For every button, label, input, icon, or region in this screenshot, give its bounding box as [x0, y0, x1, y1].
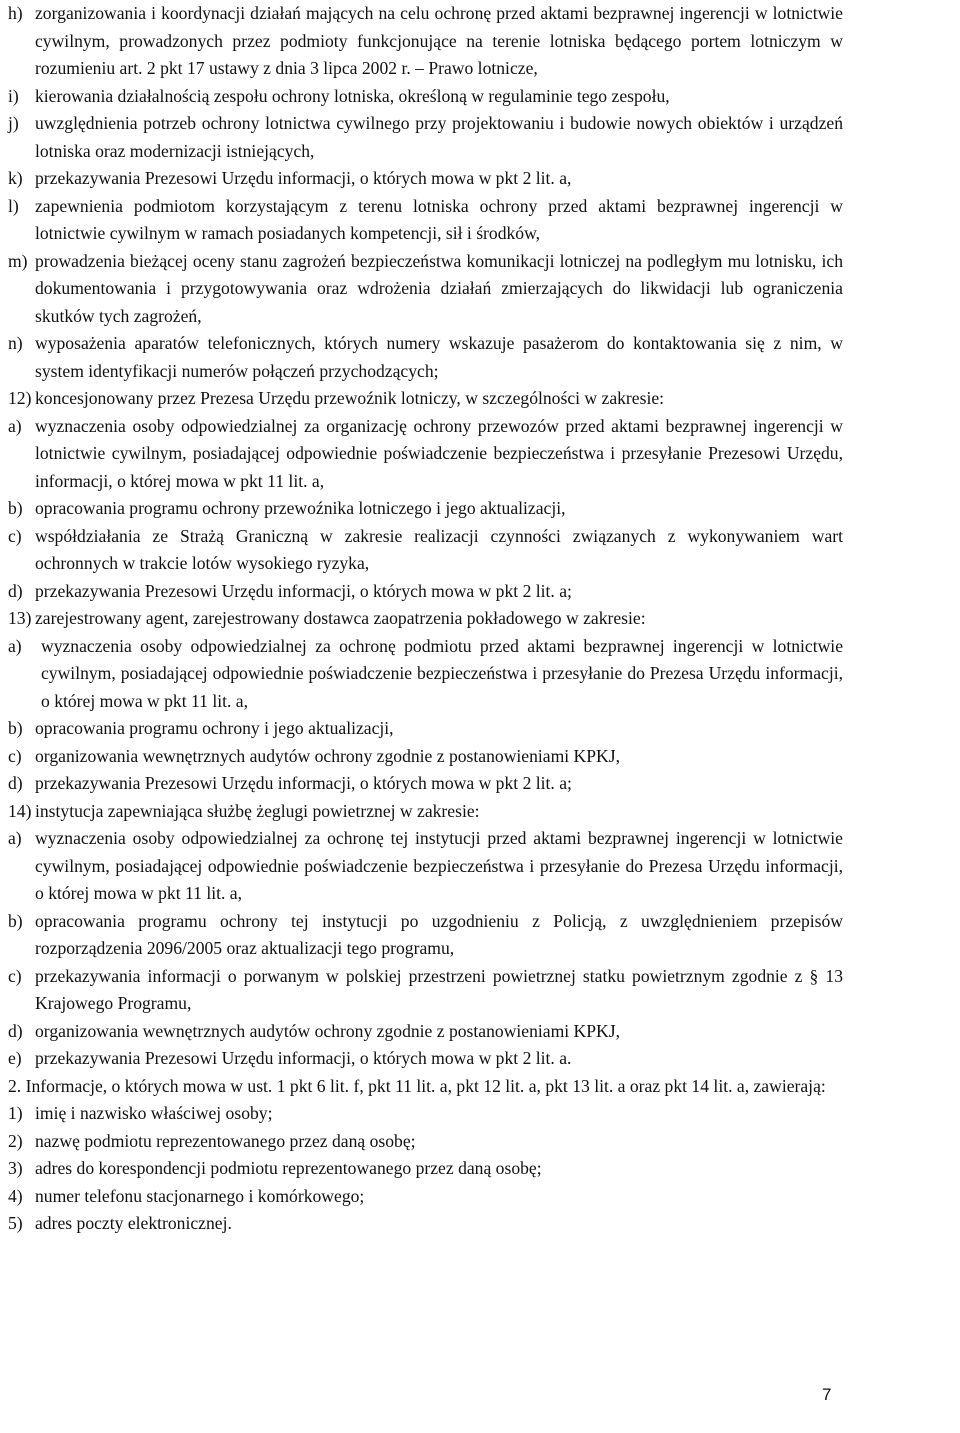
- list-item-text: 2. Informacje, o których mowa w ust. 1 pkt 6 lit. f, pkt 11 lit. a, pkt 12 lit. a, pkt 13 lit. a oraz pkt 14 lit. a, zawierają:: [8, 1075, 826, 1096]
- list-item-marker: d): [8, 1020, 23, 1041]
- list-item: [8, 770, 843, 798]
- list-item-text: numer telefonu stacjonarnego i komórkowego;: [35, 1185, 365, 1206]
- list-item-marker: 1): [8, 1103, 23, 1123]
- list-item-marker: a): [8, 828, 22, 848]
- list-item-marker: a): [8, 635, 22, 656]
- list-item-marker: i): [8, 85, 19, 106]
- list-item-text: przekazywania informacji o porwanym w polskiej przestrzeni powietrznej statku powietrznym zgodnie z § 13 Krajowego Programu,: [35, 965, 843, 1013]
- list-item-text: przekazywania Prezesowi Urzędu informacji, o których mowa w pkt 2 lit. a;: [35, 773, 572, 793]
- list-item: [8, 1183, 843, 1211]
- list-item-marker: n): [8, 333, 23, 353]
- list-item: [8, 963, 843, 1018]
- list-item: [8, 798, 843, 826]
- list-item: [8, 248, 843, 331]
- list-item-text: przekazywania Prezesowi Urzędu informacji, o których mowa w pkt 2 lit. a.: [35, 1048, 572, 1068]
- list-item-text: wyznaczenia osoby odpowiedzialnej za organizację ochrony przewozów przed aktami bezprawnej ingerencji w lotnictwie cywilnym, posiadającej odpowiednie poświadczenie bezpieczeństwa i przesyłanie Prezesowi Urzędu, informacji, o której mowa w pkt 11 lit. a,: [35, 415, 843, 491]
- list-item: [8, 495, 843, 523]
- list-item-marker: 2): [8, 1130, 23, 1151]
- list-item-text: adres do korespondencji podmiotu reprezentowanego przez daną osobę;: [35, 1158, 542, 1178]
- page-number: 7: [822, 1385, 832, 1404]
- list-item-marker: b): [8, 718, 23, 738]
- list-item-marker: 4): [8, 1185, 23, 1206]
- list-item: [8, 908, 843, 963]
- list-item-text: imię i nazwisko właściwej osoby;: [35, 1103, 273, 1123]
- list-item-marker: 3): [8, 1158, 23, 1178]
- list-item-text: zapewnienia podmiotom korzystającym z terenu lotniska ochrony przed aktami bezprawnej ingerencji w lotnictwie cywilnym w ramach posiadanych kompetencji, sił i środków,: [35, 195, 843, 243]
- list-item-text: organizowania wewnętrznych audytów ochrony zgodnie z postanowieniami KPKJ,: [35, 745, 621, 766]
- list-item-text: nazwę podmiotu reprezentowanego przez daną osobę;: [35, 1130, 416, 1151]
- list-item-text: przekazywania Prezesowi Urzędu informacji, o których mowa w pkt 2 lit. a,: [35, 168, 572, 188]
- list-item: [8, 523, 843, 578]
- list-item-text: zorganizowania i koordynacji działań mających na celu ochronę przed aktami bezprawnej ingerencji w lotnictwie cywilnym, prowadzonych przez podmioty funkcjonujące na terenie lotniska będącego portem lotniczym w rozumieniu art. 2 pkt 17 ustawy z dnia 3 lipca 2002 r. – Prawo lotnicze,: [35, 3, 843, 78]
- list-item-text: adres poczty elektronicznej.: [35, 1213, 232, 1233]
- list-item: [8, 633, 843, 716]
- list-item: [8, 1128, 843, 1156]
- list-item: [8, 1100, 843, 1128]
- list-item-text: opracowania programu ochrony i jego aktualizacji,: [35, 718, 394, 738]
- list-item-text: zarejestrowany agent, zarejestrowany dostawca zaopatrzenia pokładowego w zakresie:: [35, 608, 646, 628]
- list-item-text: organizowania wewnętrznych audytów ochrony zgodnie z postanowieniami KPKJ,: [35, 1020, 621, 1041]
- list-item: [8, 385, 843, 413]
- list-item-text: wyznaczenia osoby odpowiedzialnej za ochronę podmiotu przed aktami bezprawnej ingerencji w lotnictwie cywilnym, posiadającej odpowiednie poświadczenie bezpieczeństwa i przesyłanie do Prezesa Urzędu informacji, o której mowa w pkt 11 lit. a,: [41, 635, 843, 711]
- list-item-marker: e): [8, 1048, 22, 1068]
- list-item-marker: c): [8, 965, 22, 986]
- list-item-marker: l): [8, 195, 19, 216]
- list-item: [8, 110, 843, 165]
- list-item: [8, 193, 843, 248]
- list-item-text: uwzględnienia potrzeb ochrony lotnictwa cywilnego przy projektowaniu i budowie nowych obiektów i urządzeń lotniska oraz modernizacji istniejących,: [35, 113, 843, 161]
- list-item-text: współdziałania ze Strażą Graniczną w zakresie realizacji czynności związanych z wykonywaniem wart ochronnych w trakcie lotów wysokiego ryzyka,: [35, 525, 843, 573]
- list-item-marker: k): [8, 168, 23, 188]
- list-item: [8, 1210, 843, 1238]
- list-item: [8, 743, 843, 771]
- list-item-marker: 14): [8, 800, 32, 821]
- list-item-marker: 13): [8, 608, 32, 628]
- list-item-marker: 5): [8, 1213, 23, 1233]
- list-item-marker: 12): [8, 388, 32, 408]
- list-item: [8, 83, 843, 111]
- list-item-marker: c): [8, 525, 22, 546]
- list-item: [8, 1018, 843, 1046]
- list-item-text: opracowania programu ochrony przewoźnika lotniczego i jego aktualizacji,: [35, 498, 566, 518]
- list-item-marker: d): [8, 580, 23, 601]
- list-item: [8, 578, 843, 606]
- document-body: [8, 0, 843, 1238]
- list-item-text: prowadzenia bieżącej oceny stanu zagrożeń bezpieczeństwa komunikacji lotniczej na podległym mu lotnisku, ich dokumentowania i przygotowywania oraz wdrożenia działań zmierzających do likwidacji lub ograniczenia skutków tych zagrożeń,: [35, 250, 843, 326]
- list-item-text: wyposażenia aparatów telefonicznych, których numery wskazuje pasażerom do kontaktowania się z nim, w system identyfikacji numerów połączeń przychodzących;: [35, 333, 843, 381]
- list-item-marker: h): [8, 3, 23, 23]
- list-item-marker: b): [8, 498, 23, 518]
- list-item: [8, 1155, 843, 1183]
- list-item-marker: b): [8, 910, 23, 931]
- list-item-text: wyznaczenia osoby odpowiedzialnej za ochronę tej instytucji przed aktami bezprawnej ingerencji w lotnictwie cywilnym, posiadającej odpowiednie poświadczenie bezpieczeństwa i przesyłanie do Prezesa Urzędu informacji, o której mowa w pkt 11 lit. a,: [35, 828, 843, 903]
- list-item-text: opracowania programu ochrony tej instytucji po uzgodnieniu z Policją, z uwzględnieniem przepisów rozporządzenia 2096/2005 oraz aktualizacji tego programu,: [35, 910, 843, 958]
- list-item-text: instytucja zapewniająca służbę żeglugi powietrznej w zakresie:: [35, 800, 480, 821]
- list-item-marker: m): [8, 250, 28, 271]
- list-item-text: przekazywania Prezesowi Urzędu informacji, o których mowa w pkt 2 lit. a;: [35, 580, 572, 601]
- list-item: [8, 165, 843, 193]
- list-item-marker: a): [8, 415, 22, 436]
- list-item-marker: j): [8, 113, 19, 133]
- list-item: [8, 1045, 843, 1073]
- list-item-marker: c): [8, 745, 22, 766]
- list-item: [8, 0, 843, 83]
- list-item: [8, 605, 843, 633]
- list-item-text: koncesjonowany przez Prezesa Urzędu przewoźnik lotniczy, w szczególności w zakresie:: [35, 388, 665, 408]
- list-item-text: kierowania działalnością zespołu ochrony lotniska, określoną w regulaminie tego zespołu,: [35, 85, 670, 106]
- list-item: [8, 413, 843, 496]
- list-item: [8, 1073, 843, 1101]
- list-item: [8, 825, 843, 908]
- list-item: [8, 715, 843, 743]
- list-item-marker: d): [8, 773, 23, 793]
- list-item: [8, 330, 843, 385]
